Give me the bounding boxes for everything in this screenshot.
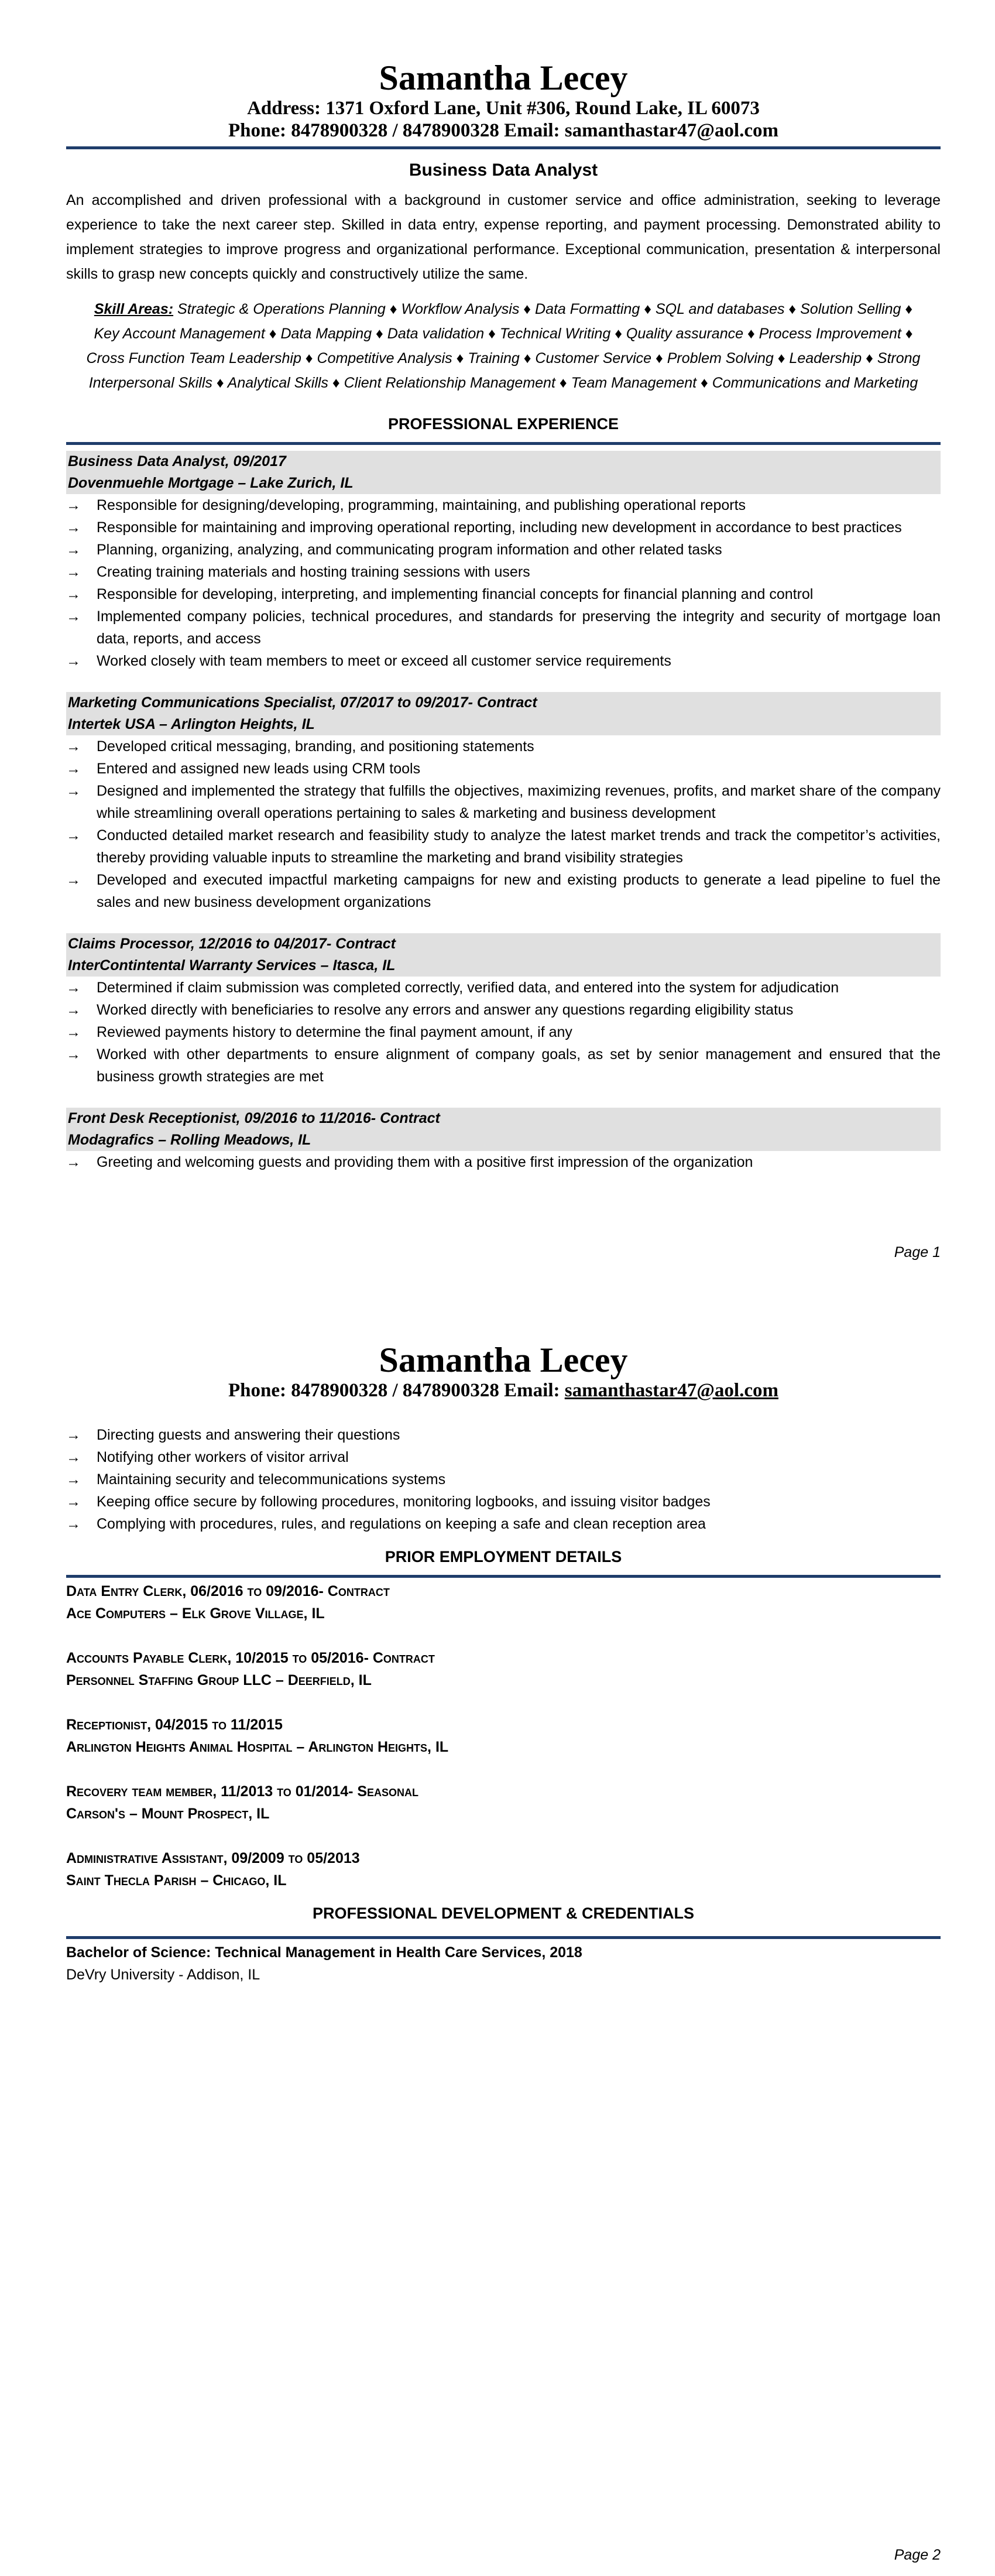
bullet-text: Directing guests and answering their questions <box>97 1427 400 1443</box>
job-entry <box>66 933 941 1088</box>
experience-list <box>66 451 941 1173</box>
diamond-icon: ♦ <box>265 326 281 342</box>
diamond-icon: ♦ <box>651 350 667 366</box>
divider <box>66 1936 941 1939</box>
bullet-text: Maintaining security and telecommunications systems <box>97 1471 446 1488</box>
job-bullets <box>66 735 941 913</box>
bullet-text: Complying with procedures, rules, and regulations on keeping a safe and clean reception area <box>97 1516 706 1532</box>
bullet-item <box>66 999 941 1021</box>
arrow-icon: → <box>66 1002 81 1018</box>
skill-item: Data validation <box>387 326 485 342</box>
job-company: InterContintental Warranty Services – Itasca, IL <box>68 957 396 974</box>
arrow-icon: → <box>66 1154 81 1170</box>
prior-entry <box>66 1580 941 1625</box>
arrow-icon: → <box>66 653 81 669</box>
bullet-text: Greeting and welcoming guests and providing them with a positive first impression of the organization <box>97 1154 753 1170</box>
diamond-icon: ♦ <box>519 301 536 317</box>
bullet-text: Worked directly with beneficiaries to resolve any errors and answer any questions regarding eligibility status <box>97 1002 794 1018</box>
arrow-icon: → <box>66 608 81 625</box>
bullet-item <box>66 1151 941 1173</box>
arrow-icon: → <box>66 586 81 602</box>
bullet-item <box>66 605 941 650</box>
bullet-text: Creating training materials and hosting training sessions with users <box>97 564 530 580</box>
prior-role: Accounts Payable Clerk, 10/2015 to 05/2016- Contract <box>66 1650 435 1666</box>
degree: Bachelor of Science: Technical Management in Health Care Services, 2018 <box>66 1944 582 1961</box>
bullet-item <box>66 1424 941 1446</box>
bullet-item <box>66 583 941 605</box>
bullet-text: Determined if claim submission was completed correctly, verified data, and entered into the system for adjudication <box>97 979 839 996</box>
section-heading-credentials: PROFESSIONAL DEVELOPMENT & CREDENTIALS <box>312 1904 695 1922</box>
diamond-icon: ♦ <box>212 375 228 391</box>
skill-item: Quality assurance <box>626 326 744 342</box>
skill-item: Communications and Marketing <box>712 375 918 391</box>
diamond-icon: ♦ <box>901 301 913 317</box>
phone: Phone: 8478900328 / 8478900328 Email: <box>228 120 565 141</box>
diamond-icon: ♦ <box>328 375 344 391</box>
skill-item: Solution Selling <box>800 301 901 317</box>
skill-item: Cross Function Team Leadership <box>86 350 301 366</box>
email-link[interactable]: samanthastar47@aol.com <box>564 1380 778 1401</box>
contact-line <box>66 1379 941 1402</box>
job-role: Marketing Communications Specialist, 07/2017 to 09/2017- Contract <box>68 694 537 711</box>
divider <box>66 146 941 149</box>
bullet-item <box>66 1021 941 1043</box>
bullet-text: Responsible for maintaining and improving operational reporting, including new development in accordance to best practices <box>97 519 902 536</box>
diamond-icon: ♦ <box>519 350 536 366</box>
bullet-item <box>66 561 941 583</box>
section-heading-experience: PROFESSIONAL EXPERIENCE <box>387 415 619 433</box>
prior-company: Personnel Staffing Group LLC – Deerfield, IL <box>66 1672 372 1688</box>
skill-item: Leadership <box>789 350 862 366</box>
skill-item: Data Formatting <box>535 301 640 317</box>
arrow-icon: → <box>66 761 81 777</box>
skill-areas <box>66 297 941 395</box>
phone: Phone: 8478900328 / 8478900328 Email: <box>228 1380 565 1401</box>
candidate-name: Samantha Lecey <box>379 1341 628 1379</box>
diamond-icon: ♦ <box>901 326 913 342</box>
bullet-text: Worked with other departments to ensure alignment of company goals, as set by senior management and ensured that the business growth strategies are met <box>97 1046 941 1085</box>
arrow-icon: → <box>66 542 81 558</box>
bullet-item <box>66 780 941 824</box>
prior-entry <box>66 1780 941 1825</box>
job-header <box>66 692 941 735</box>
prior-entry <box>66 1714 941 1758</box>
bullet-item <box>66 735 941 758</box>
diamond-icon: ♦ <box>372 326 387 342</box>
diamond-icon: ♦ <box>696 375 712 391</box>
bullet-text: Conducted detailed market research and feasibility study to analyze the latest market trends and track the competitor’s activities, thereby providing valuable inputs to streamline the marketing and brand visibility strategies <box>97 827 941 866</box>
skill-areas-label: Skill Areas: <box>94 301 174 317</box>
bullet-item <box>66 977 941 999</box>
skill-item: Client Relationship Management <box>344 375 555 391</box>
bullet-item <box>66 1513 941 1535</box>
diamond-icon: ♦ <box>784 301 801 317</box>
job-company: Modagrafics – Rolling Meadows, IL <box>68 1132 311 1148</box>
prior-entry <box>66 1847 941 1892</box>
bullet-text: Responsible for developing, interpreting, and implementing financial concepts for financial planning and control <box>97 586 814 602</box>
job-entry <box>66 1108 941 1173</box>
arrow-icon: → <box>66 519 81 536</box>
arrow-icon: → <box>66 1516 81 1532</box>
bullet-item <box>66 1491 941 1513</box>
skill-item: Training <box>468 350 520 366</box>
arrow-icon: → <box>66 738 81 755</box>
skill-item: Team Management <box>571 375 697 391</box>
page-2 <box>0 1288 995 2576</box>
school: DeVry University - Addison, IL <box>66 1967 260 1983</box>
skill-item: Customer Service <box>535 350 652 366</box>
skill-item: Data Mapping <box>280 326 372 342</box>
bullet-text: Planning, organizing, analyzing, and communicating program information and other related tasks <box>97 542 722 558</box>
skill-item: Workflow Analysis <box>401 301 520 317</box>
diamond-icon: ♦ <box>743 326 759 342</box>
job-header <box>66 451 941 494</box>
bullet-item <box>66 539 941 561</box>
job-company: Intertek USA – Arlington Heights, IL <box>68 716 315 732</box>
prior-role: Recovery team member, 11/2013 to 01/2014- Seasonal <box>66 1783 419 1800</box>
arrow-icon: → <box>66 1046 81 1063</box>
arrow-icon: → <box>66 497 81 513</box>
bullet-text: Responsible for designing/developing, programming, maintaining, and publishing operational reports <box>97 497 746 513</box>
skill-item: Strong Interpersonal Skills <box>88 350 921 391</box>
job-title: Business Data Analyst <box>409 160 598 180</box>
diamond-icon: ♦ <box>452 350 468 366</box>
bullet-text: Notifying other workers of visitor arrival <box>97 1449 349 1465</box>
diamond-icon: ♦ <box>773 350 790 366</box>
address: Address: 1371 Oxford Lane, Unit #306, Round Lake, IL 60073 <box>247 98 760 119</box>
bullet-item <box>66 758 941 780</box>
page-number: Page 2 <box>894 2547 941 2563</box>
prior-role: Receptionist, 04/2015 to 11/2015 <box>66 1717 283 1733</box>
bullet-item <box>66 650 941 672</box>
job-header <box>66 933 941 977</box>
diamond-icon: ♦ <box>301 350 317 366</box>
diamond-icon: ♦ <box>640 301 656 317</box>
diamond-icon: ♦ <box>484 326 500 342</box>
divider <box>66 442 941 445</box>
job-header <box>66 1108 941 1151</box>
bullet-text: Developed critical messaging, branding, and positioning statements <box>97 738 534 755</box>
continued-bullets <box>66 1424 941 1535</box>
arrow-icon: → <box>66 564 81 580</box>
prior-company: Ace Computers – Elk Grove Village, IL <box>66 1605 325 1622</box>
bullet-text: Designed and implemented the strategy that fulfills the objectives, maximizing revenues, profits, and market share of the company while streamlining overall operations pertaining to sales & marketing and business development <box>97 783 941 821</box>
bullet-text: Entered and assigned new leads using CRM tools <box>97 761 421 777</box>
skill-item: Strategic & Operations Planning <box>177 301 386 317</box>
page-number: Page 1 <box>894 1244 941 1260</box>
prior-company: Saint Thecla Parish – Chicago, IL <box>66 1872 287 1889</box>
bullet-item <box>66 1468 941 1491</box>
candidate-name: Samantha Lecey <box>379 59 628 97</box>
diamond-icon: ♦ <box>385 301 402 317</box>
diamond-icon: ♦ <box>610 326 626 342</box>
arrow-icon: → <box>66 1024 81 1040</box>
job-role: Claims Processor, 12/2016 to 04/2017- Contract <box>68 936 396 952</box>
bullet-text: Worked closely with team members to meet or exceed all customer service requirements <box>97 653 671 669</box>
skill-item: Technical Writing <box>499 326 611 342</box>
summary: An accomplished and driven professional with a background in customer service and office administration, seeking to leverage experience to take the next career step. Skilled in data entry, expense reporting, and payment processing. Demonstrated ability to implement strategies to improve progress and organizational performance. Exceptional communication, presentation & interpersonal skills to grasp new concepts quickly and constructively utilize the same. <box>66 192 941 282</box>
skill-item: SQL and databases <box>655 301 785 317</box>
job-role: Front Desk Receptionist, 09/2016 to 11/2016- Contract <box>68 1110 440 1126</box>
bullet-item <box>66 824 941 869</box>
job-entry <box>66 692 941 913</box>
bullet-text: Keeping office secure by following procedures, monitoring logbooks, and issuing visitor badges <box>97 1493 711 1510</box>
job-company: Dovenmuehle Mortgage – Lake Zurich, IL <box>68 475 354 491</box>
diamond-icon: ♦ <box>862 350 877 366</box>
prior-role: Data Entry Clerk, 06/2016 to 09/2016- Contract <box>66 1583 390 1599</box>
bullet-text: Implemented company policies, technical procedures, and standards for preserving the integrity and security of mortgage loan data, reports, and access <box>97 608 941 647</box>
job-entry <box>66 451 941 672</box>
arrow-icon: → <box>66 1449 81 1465</box>
bullet-item <box>66 494 941 516</box>
prior-role: Administrative Assistant, 09/2009 to 05/2013 <box>66 1850 360 1866</box>
arrow-icon: → <box>66 872 81 888</box>
arrow-icon: → <box>66 1427 81 1443</box>
bullet-text: Reviewed payments history to determine the final payment amount, if any <box>97 1024 572 1040</box>
bullet-item <box>66 1043 941 1088</box>
job-bullets <box>66 1151 941 1173</box>
section-heading-prior: PRIOR EMPLOYMENT DETAILS <box>385 1548 622 1566</box>
bullet-item <box>66 1446 941 1468</box>
prior-company: Arlington Heights Animal Hospital – Arlington Heights, IL <box>66 1739 449 1755</box>
diamond-icon: ♦ <box>555 375 571 391</box>
skill-item: Key Account Management <box>94 326 265 342</box>
divider <box>66 1575 941 1578</box>
bullet-text: Developed and executed impactful marketing campaigns for new and existing products to generate a lead pipeline to fuel the sales and new business development organizations <box>97 872 941 910</box>
bullet-item <box>66 516 941 539</box>
email-link[interactable]: samanthastar47@aol.com <box>564 120 778 141</box>
arrow-icon: → <box>66 1471 81 1488</box>
prior-employment-list <box>66 1580 941 1892</box>
job-bullets <box>66 977 941 1088</box>
skill-item: Competitive Analysis <box>317 350 452 366</box>
skill-item: Analytical Skills <box>227 375 328 391</box>
education <box>66 1941 941 1986</box>
arrow-icon: → <box>66 783 81 799</box>
skill-item: Process Improvement <box>759 326 901 342</box>
arrow-icon: → <box>66 827 81 844</box>
skill-item: Problem Solving <box>667 350 774 366</box>
prior-entry <box>66 1647 941 1691</box>
job-role: Business Data Analyst, 09/2017 <box>68 453 286 470</box>
arrow-icon: → <box>66 979 81 996</box>
bullet-item <box>66 869 941 913</box>
contact-line <box>66 119 941 142</box>
arrow-icon: → <box>66 1493 81 1510</box>
prior-company: Carson's – Mount Prospect, IL <box>66 1806 270 1822</box>
job-bullets <box>66 494 941 672</box>
skill-list <box>87 301 921 391</box>
